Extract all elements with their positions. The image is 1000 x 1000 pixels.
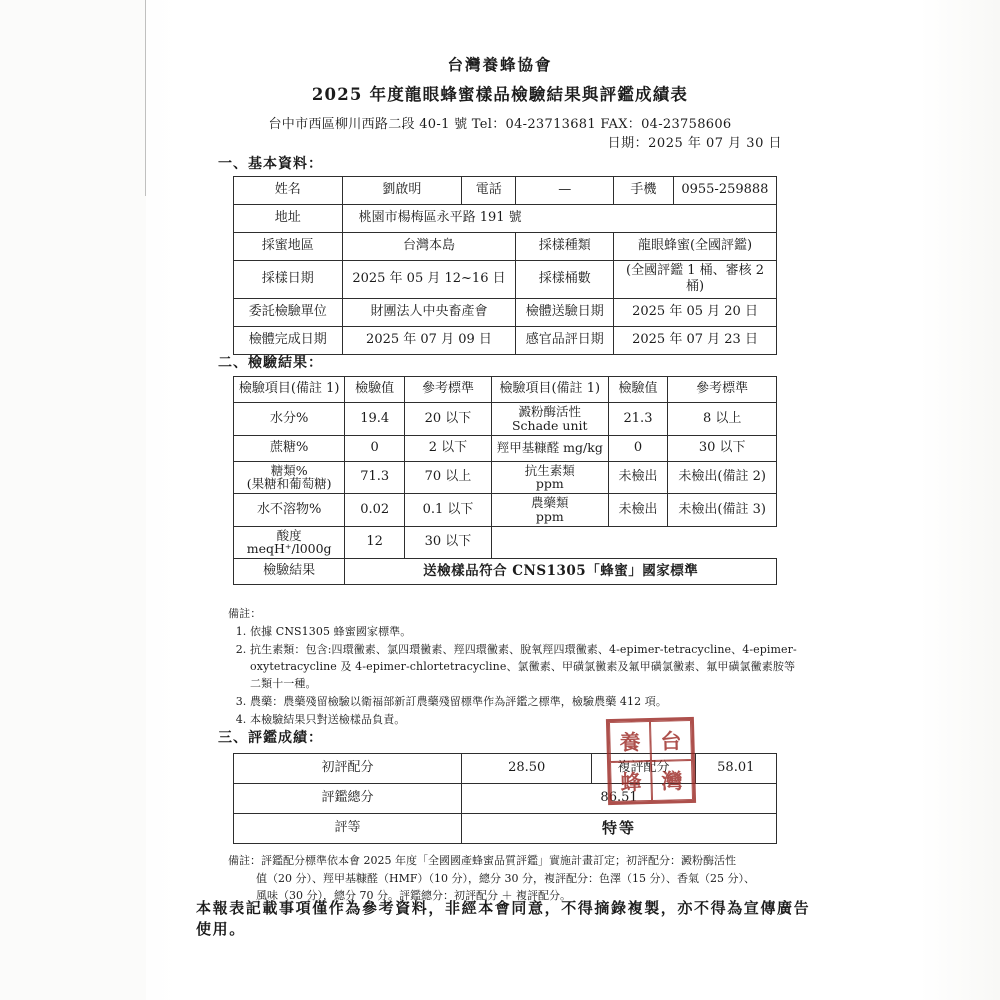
- first-round-value: 28.50: [462, 754, 592, 784]
- item-moisture: 水分%: [234, 403, 345, 436]
- std-pesticides: 未檢出(備註 3): [668, 494, 777, 527]
- section-heading-basic-info: 一、基本資料：: [218, 156, 323, 172]
- std-moisture: 20 以下: [405, 403, 492, 436]
- document-date: 日期：2025 年 07 月 30 日: [607, 136, 782, 151]
- item-antibiotics-line2: ppm: [535, 476, 564, 492]
- col-header-std-right: 參考標準: [668, 377, 777, 403]
- table-row: [234, 177, 777, 205]
- phone-label: 電話: [462, 177, 516, 205]
- item-sugars-line1: 糖類%: [270, 462, 308, 478]
- page-title: 2025 年度龍眼蜂蜜樣品檢驗結果與評鑑成績表: [311, 84, 689, 104]
- table-row: [234, 559, 777, 585]
- item-pesticides: [491, 494, 608, 527]
- barrel-count-value: (全國評鑑 1 桶、審核 2 桶): [614, 261, 777, 299]
- notes-list: [228, 623, 798, 728]
- barrel-count-label: 採樣桶數: [516, 261, 614, 299]
- table-row: [234, 205, 777, 233]
- total-score-label: 評鑑總分: [234, 784, 462, 814]
- grade-value: 特等: [462, 814, 777, 844]
- note-item-3: 3. 農藥：農藥殘留檢驗以衛福部新訂農藥殘留標準作為評鑑之標準，檢驗農藥 412 項。: [250, 693, 798, 710]
- conclusion-value: 送檢樣品符合 CNS1305「蜂蜜」國家標準: [345, 559, 777, 585]
- table-header-row: [234, 377, 777, 403]
- phone-value: —: [516, 177, 614, 205]
- value-insoluble: 0.02: [345, 494, 405, 527]
- item-antibiotics: [491, 461, 608, 494]
- region-label: 採蜜地區: [234, 233, 343, 261]
- complete-date-value: 2025 年 07 月 09 日: [342, 326, 516, 354]
- basic-info-table: [233, 176, 777, 355]
- item-diastase: [491, 403, 608, 436]
- table-row: [234, 461, 777, 494]
- seal-char-3: 蜂: [610, 761, 652, 802]
- std-hmf: 30 以下: [668, 435, 777, 461]
- value-diastase: 21.3: [608, 403, 668, 436]
- item-pesticides-line2: ppm: [535, 508, 564, 524]
- section-heading-evaluation-score: 三、評鑑成績：: [218, 730, 323, 746]
- table-row: [234, 403, 777, 436]
- item-sugars-line2: (果糖和葡萄糖): [246, 476, 332, 492]
- sensory-date-label: 感官品評日期: [516, 326, 614, 354]
- second-round-value: 58.01: [695, 754, 776, 784]
- sample-date-label: 採樣日期: [234, 261, 343, 299]
- item-sucrose: 蔗糖%: [234, 435, 345, 461]
- table-row: [234, 298, 777, 326]
- second-round-label: 複評配分: [592, 754, 695, 784]
- empty-cell: [668, 526, 777, 559]
- item-diastase-line2: Schade unit: [511, 417, 588, 433]
- value-acidity: 12: [345, 526, 405, 559]
- sample-type-label: 採樣種類: [516, 233, 614, 261]
- table-row: [234, 233, 777, 261]
- table-row: [234, 814, 777, 844]
- name-value: 劉啟明: [342, 177, 461, 205]
- submit-date-value: 2025 年 05 月 20 日: [614, 298, 777, 326]
- score-note-line1: 備註：評鑑配分標準依本會 2025 年度「全國國產蜂蜜品質評鑑」實施計畫訂定；初評配分：澱粉酶活性: [228, 854, 736, 867]
- col-header-item-right: 檢驗項目(備註 1): [491, 377, 608, 403]
- seal-char-4: 灣: [651, 760, 693, 801]
- std-diastase: 8 以上: [668, 403, 777, 436]
- std-acidity: 30 以下: [405, 526, 492, 559]
- mobile-value: 0955-259888: [673, 177, 776, 205]
- conclusion-label: 檢驗結果: [234, 559, 345, 585]
- value-sucrose: 0: [345, 435, 405, 461]
- item-sugars: [234, 461, 345, 494]
- sensory-date-value: 2025 年 07 月 23 日: [614, 326, 777, 354]
- document-header: [0, 56, 1000, 132]
- table-row: [234, 261, 777, 299]
- name-label: 姓名: [234, 177, 343, 205]
- seal-char-2: 台: [650, 720, 692, 761]
- table-row: [234, 784, 777, 814]
- item-acidity-line2: meqH⁺/l000g: [246, 541, 332, 557]
- organization-name: 台灣養蜂協會: [447, 55, 553, 74]
- seal-char-1: 養: [609, 721, 651, 762]
- table-row: [234, 326, 777, 354]
- notes-label: 備註：: [228, 607, 262, 620]
- col-header-item-left: 檢驗項目(備註 1): [234, 377, 345, 403]
- test-results-table: [233, 376, 777, 585]
- value-hmf: 0: [608, 435, 668, 461]
- col-header-std-left: 參考標準: [405, 377, 492, 403]
- item-acidity-line1: 酸度: [276, 527, 302, 543]
- agency-label: 委託檢驗單位: [234, 298, 343, 326]
- organization-address: 台中市西區柳川西路二段 40-1 號 Tel：04-23713681 FAX：04-23758606: [268, 117, 732, 133]
- submit-date-label: 檢體送驗日期: [516, 298, 614, 326]
- value-antibiotics: 未檢出: [608, 461, 668, 494]
- section-heading-test-results: 二、檢驗結果：: [218, 355, 323, 371]
- score-note-line3: 風味（30 分），總分 70 分。評鑑總分：初評配分 ＋ 複評配分。: [256, 889, 571, 903]
- address-value: 桃園市楊梅區永平路 191 號: [342, 205, 776, 233]
- empty-cell: [608, 526, 668, 559]
- grade-label: 評等: [234, 814, 462, 844]
- note-item-1: 1. 依據 CNS1305 蜂蜜國家標準。: [250, 623, 798, 640]
- item-insoluble: 水不溶物%: [234, 494, 345, 527]
- value-moisture: 19.4: [345, 403, 405, 436]
- region-value: 台灣本島: [342, 233, 516, 261]
- first-round-label: 初評配分: [234, 754, 462, 784]
- disclaimer-text: 本報表記載事項僅作為參考資料，非經本會同意，不得摘錄複製，亦不得為宣傳廣告使用。: [196, 899, 811, 938]
- mobile-label: 手機: [614, 177, 674, 205]
- std-antibiotics: 未檢出(備註 2): [668, 461, 777, 494]
- empty-cell: [491, 526, 608, 559]
- item-antibiotics-line1: 抗生素類: [524, 462, 575, 478]
- total-score-value: 86.51: [462, 784, 777, 814]
- table-row: [234, 435, 777, 461]
- col-header-value-right: 檢驗值: [608, 377, 668, 403]
- score-note-line2: 值（20 分）、羥甲基糠醛（HMF）（10 分），總分 30 分，複評配分：色澤（15 分）、香氣（25 分）、: [256, 871, 755, 885]
- value-sugars: 71.3: [345, 461, 405, 494]
- item-hmf: 羥甲基糠醛 mg/kg: [491, 435, 608, 461]
- sample-date-value: 2025 年 05 月 12~16 日: [342, 261, 516, 299]
- sample-type-value: 龍眼蜂蜜(全國評鑑): [614, 233, 777, 261]
- agency-value: 財團法人中央畜產會: [342, 298, 516, 326]
- evaluation-score-table: [233, 753, 777, 844]
- table-row: [234, 526, 777, 559]
- complete-date-label: 檢體完成日期: [234, 326, 343, 354]
- item-acidity: [234, 526, 345, 559]
- std-sugars: 70 以上: [405, 461, 492, 494]
- table-row: [234, 754, 777, 784]
- notes-block: [228, 605, 798, 729]
- item-pesticides-line1: 農藥類: [531, 495, 569, 510]
- col-header-value-left: 檢驗值: [345, 377, 405, 403]
- note-item-4: 4. 本檢驗結果只對送檢樣品負責。: [250, 711, 798, 728]
- note-item-2: 2. 抗生素類：包含:四環黴素、氯四環黴素、羥四環黴素、脫氧羥四環黴素、4-epimer-tetracycline、4-epimer-oxytetracycline 及 4-epimer-chlortetracycline、氯黴素、甲磺氯黴素及氟甲磺氯黴素、氟甲磺氯黴素胺等二類十一種。: [250, 641, 798, 692]
- item-diastase-line1: 澱粉酶活性: [518, 404, 582, 419]
- std-insoluble: 0.1 以下: [405, 494, 492, 527]
- std-sucrose: 2 以下: [405, 435, 492, 461]
- value-pesticides: 未檢出: [608, 494, 668, 527]
- address-label: 地址: [234, 205, 343, 233]
- table-row: [234, 494, 777, 527]
